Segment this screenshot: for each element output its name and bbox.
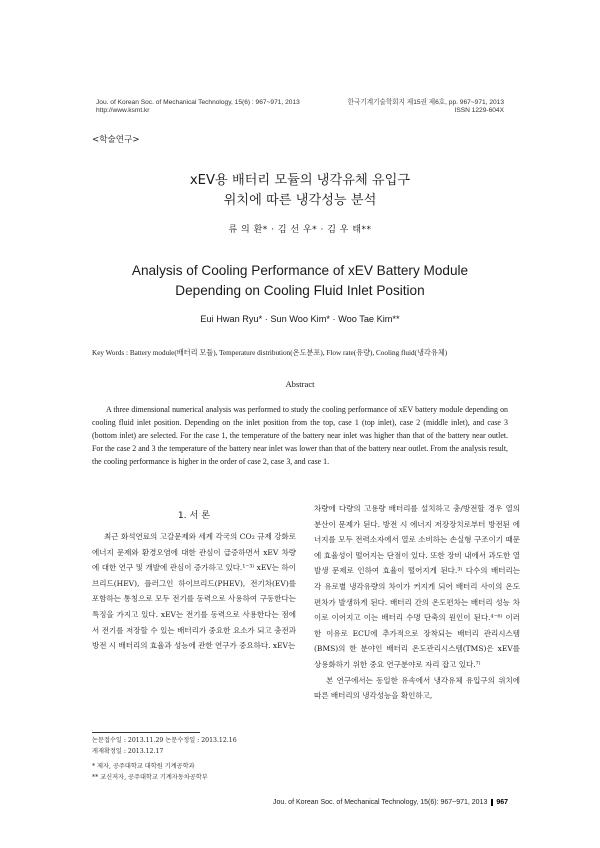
english-authors: Eui Hwan Ryu* · Sun Woo Kim* · Woo Tae Kim** — [200, 314, 400, 324]
english-title-line1: Analysis of Cooling Performance of xEV Battery Module — [131, 263, 469, 278]
body-column-left — [92, 529, 296, 654]
intro-paragraph-continued: 차량에 다량의 고용량 배터리를 설치하고 충/방전할 경우 열의 분산이 문제가 된다. 방전 시 에너지 저장장치로부터 방전된 에너지를 모두 전력소자에서 열로 소비하는 손실형 구조이기 때문에 효율성이 떨어지는 단점이 있다. 또한 장비 내에서 과도한 열 발생 문제로 인하여 효율이 떨어지게 된다.³⁾ 다수의 배터리는 각 유로별 냉각유량의 차이가 커지게 되어 배터리 사이의 온도 편차가 발생하게 된다. 배터리 간의 온도편차는 배터리 성능 차이로 이어지고 이는 배터리 수명 단축의 원인이 된다.⁴⁻⁶⁾ 이러한 이유로 ECU에 추가적으로 장착되는 배터리 관리시스템(BMS)의 한 분야인 배터리 온도관리시스템(TMS)은 xEV를 상용화하기 위한 중요 연구분야로 자리 잡고 있다.⁷⁾ — [314, 504, 520, 669]
korean-authors: 류 의 환* · 김 선 우* · 김 우 태** — [228, 225, 372, 235]
keywords: Key Words : Battery module(배터리 모듈), Temperature distribution(온도분포), Flow rate(유량), Cooling fluid(냉각유체) — [92, 349, 448, 357]
journal-url: http://www.ksmt.kr — [96, 107, 150, 115]
intro-paragraph-2: 본 연구에서는 동일한 유속에서 냉각유체 유입구의 위치에 따른 배터리의 냉각성능을 확인하고, — [314, 675, 520, 701]
section-heading-introduction: 1. 서 론 — [177, 510, 211, 521]
body-column-right — [314, 501, 520, 704]
footnote-divider — [92, 732, 200, 733]
footnote-accepted: 게재확정일 : 2013.12.17 — [92, 748, 164, 755]
intro-paragraph-1: 최근 화석연료의 고갈문제와 세계 각국의 CO₂ 규제 강화로 에너지 문제와 환경오염에 대한 관심이 급증하면서 xEV 차량에 대한 연구 및 개발에 관심이 증가하고 있다.¹⁻³⁾ xEV는 하이브리드(HEV), 플러그인 하이브리드(PHEV), 전기차(EV)를 포함하는 통칭으로 모두 전기를 동력으로 사용하여 구동한다는 특징을 가지고 있다. xEV는 전기를 동력으로 사용한다는 점에서 전기를 저장할 수 있는 배터리가 중요한 요소가 되고 충전과 방전 시 배터리의 효율과 성능에 관한 연구가 중요하다. xEV는 — [92, 532, 296, 651]
footnote-author-2: ** 교신저자, 공주대학교 기계자동차공학부 — [92, 774, 208, 781]
journal-header-left — [96, 99, 300, 116]
footer-citation: Jou. of Korean Soc. of Mechanical Technology, 15(6): 967~971, 2013 — [273, 799, 488, 806]
korean-title-line1: xEV용 배터리 모듈의 냉각유체 유입구 — [189, 173, 411, 188]
journal-header-right — [348, 99, 504, 116]
footnote-author-1: * 제자, 공주대학교 대학원 기계공학과 — [92, 763, 195, 770]
page-number: 967 — [491, 799, 508, 806]
journal-citation-korean: 한국기계기술학회지 제15권 제6호, pp. 967~971, 2013 — [347, 99, 504, 106]
page-footer — [273, 799, 508, 806]
english-title-line2: Depending on Cooling Fluid Inlet Position — [175, 282, 425, 298]
korean-title-line2: 위치에 따른 냉각성능 분석 — [223, 193, 377, 208]
section-tag: <학술연구> — [92, 135, 140, 145]
abstract-text: A three dimensional numerical analysis was performed to study the cooling performance of xEV battery module depending on cooling fluid inlet position. Depending on the inlet position from the top, case 1 (top inlet), case 2 (middle inlet), and case 3 (bottom inlet) are selected. For the case 1, the temperature of the battery near inlet was higher than that of the battery near outlet. For the case 2 and 3 the temperature of the battery near inlet was lower than that of the battery near outlet. From the analysis result, the cooling performance is higher in the order of case 2, case 3, and case 1. — [92, 405, 508, 466]
english-title — [0, 261, 600, 300]
abstract-heading: Abstract — [285, 379, 315, 389]
korean-title — [0, 171, 600, 211]
journal-citation: Jou. of Korean Soc. of Mechanical Technology, 15(6) : 967~971, 2013 — [96, 99, 300, 106]
footnote-received: 논문접수일 : 2013.11.29 논문수정일 : 2013.12.16 — [92, 737, 237, 744]
journal-issn: ISSN 1229-604X — [454, 107, 504, 115]
